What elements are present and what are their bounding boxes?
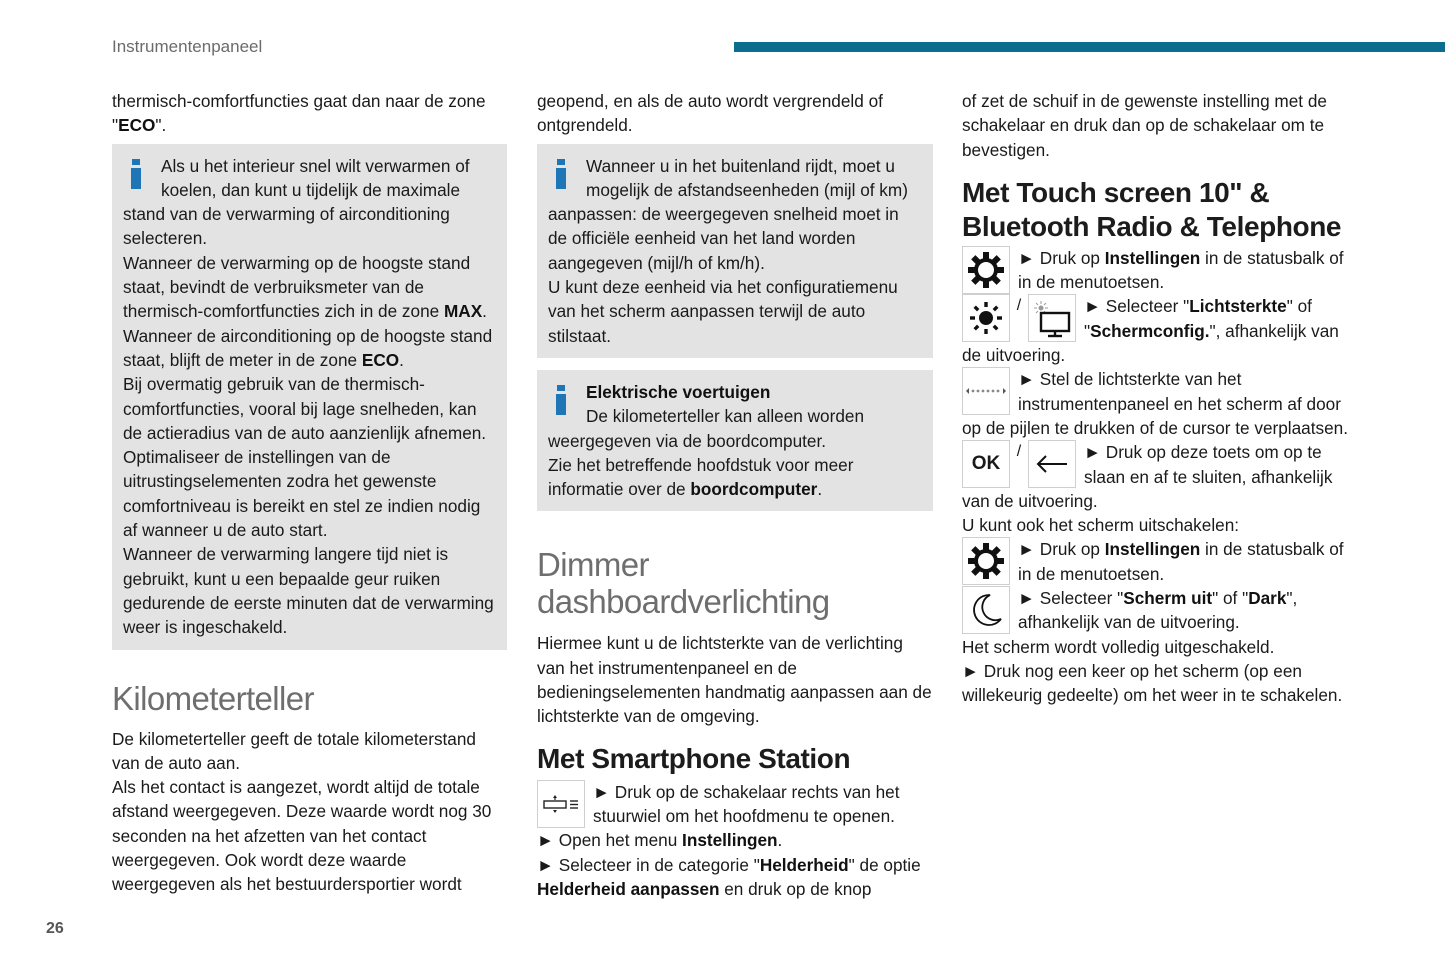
box-paragraph: U kunt deze eenheid via het configuratiemenu van het scherm aanpassen terwijl de auto stilstaat. bbox=[548, 277, 898, 346]
paragraph: Als het contact is aangezet, wordt altijd de totale afstand weergegeven. Deze waarde wordt nog 30 seconden na het afzetten van het contact weergegeven. Ook wordt deze waarde weergegeven als het bestuurdersportier wordt bbox=[112, 777, 492, 895]
subheading-touch-screen: Met Touch screen 10" & Bluetooth Radio & Telephone bbox=[962, 176, 1342, 242]
box-paragraph: Wanneer de airconditioning op de hoogste stand staat, blijft de meter in de zone ECO. bbox=[123, 325, 493, 370]
slash-separator: / bbox=[1016, 443, 1022, 461]
info-box-heating bbox=[112, 144, 507, 650]
intro-text: geopend, en als de auto wordt vergrendeld of ontgrendeld. bbox=[537, 91, 883, 136]
paragraph: Hiermee kunt u de lichtsterkte van de verlichting van het instrumentenpaneel en de bedieningselementen handmatig aanpassen aan de lichtsterkte van de omgeving. bbox=[537, 633, 932, 727]
step-text: de uitvoering. bbox=[962, 345, 1066, 366]
intro-text: of zet de schuif in de gewenste instelling met de schakelaar en druk dan op de schakelaar om te bevestigen. bbox=[962, 91, 1327, 160]
box-paragraph: Wanneer de verwarming op de hoogste stand staat, bevindt de verbruiksmeter van de thermisch-comfortfuncties zich in de zone MAX. bbox=[123, 252, 487, 322]
section-heading-dimmer: Dimmer dashboardverlichting bbox=[537, 546, 830, 621]
brightness-icon bbox=[962, 294, 1010, 342]
moon-icon bbox=[962, 586, 1010, 634]
step-text: van de uitvoering. bbox=[962, 490, 1098, 511]
screen-config-icon bbox=[1028, 294, 1076, 342]
box-line: Wanneer u in het buitenland rijdt, moet u bbox=[586, 155, 895, 176]
box-line: koelen, dan kunt u tijdelijk de maximale bbox=[161, 179, 461, 200]
box-paragraph: Zie het betreffende hoofdstuk voor meer informatie over de boordcomputer. bbox=[548, 454, 854, 500]
step-text: ► Selecteer "Lichtsterkte" of "Schermconfig.", afhankelijk van bbox=[1084, 296, 1339, 341]
column-2 bbox=[537, 89, 933, 901]
step-row bbox=[962, 294, 1352, 343]
step-text: U kunt ook het scherm uitschakelen: bbox=[962, 515, 1240, 536]
step-row bbox=[962, 440, 1352, 489]
steering-switch-icon bbox=[537, 780, 585, 828]
box-line: De kilometerteller kan alleen worden bbox=[586, 406, 865, 427]
step-text: ► Druk op Instellingen in de statusbalk of in de menutoetsen. bbox=[1018, 539, 1344, 584]
info-icon bbox=[131, 159, 141, 189]
step-text: ► Open het menu Instellingen. bbox=[537, 830, 783, 851]
info-icon bbox=[556, 159, 566, 189]
step-text: op de pijlen te drukken of de cursor te verplaatsen. bbox=[962, 417, 1348, 438]
step-row bbox=[962, 586, 1352, 635]
step-row bbox=[962, 537, 1352, 586]
page-number: 26 bbox=[46, 920, 64, 937]
slider-dots-icon bbox=[962, 367, 1010, 415]
section-heading-kilometerteller: Kilometerteller bbox=[112, 679, 314, 717]
column-3 bbox=[962, 89, 1352, 708]
box-paragraph: Bij overmatig gebruik van de thermisch-comfortfuncties, vooral bij lage snelheden, kan de actieradius van de auto aanzienlijk afnemen. bbox=[123, 374, 487, 443]
paragraph: De kilometerteller geeft de totale kilometerstand van de auto aan. bbox=[112, 728, 476, 773]
column-1 bbox=[112, 89, 507, 897]
step-text: ► Selecteer in de categorie "Helderheid" de optie Helderheid aanpassen en druk op de knop bbox=[537, 854, 921, 899]
step-text: ► Druk op de schakelaar rechts van het stuurwiel om het hoofdmenu te openen. bbox=[593, 781, 900, 826]
header-accent-bar bbox=[734, 42, 1445, 52]
step-text: ► Druk op deze toets om op te slaan en af te sluiten, afhankelijk bbox=[1084, 442, 1333, 487]
back-arrow-icon bbox=[1028, 440, 1076, 488]
box-paragraph: weergegeven via de boordcomputer. bbox=[548, 430, 827, 451]
info-icon bbox=[556, 385, 566, 415]
box-paragraph: Optimaliseer de instellingen van de uitrustingselementen zodra het gewenste comfortniveau is bereikt en stel ze indien nodig af wanneer u de auto start. bbox=[123, 447, 481, 541]
ok-button-icon: OK bbox=[962, 440, 1010, 488]
gear-icon bbox=[962, 537, 1010, 585]
info-box-units bbox=[537, 144, 933, 358]
slash-separator: / bbox=[1016, 297, 1022, 315]
box-line: Als u het interieur snel wilt verwarmen of bbox=[161, 155, 470, 176]
box-paragraph: aanpassen: de weergegeven snelheid moet in de officiële eenheid van het land worden aangegeven (mijl/h of km/h). bbox=[548, 204, 899, 273]
subheading-smartphone-station: Met Smartphone Station bbox=[537, 742, 851, 774]
running-header: Instrumentenpaneel bbox=[112, 37, 263, 56]
step-row bbox=[962, 246, 1352, 295]
step-text: ► Stel de lichtsterkte van het instrumentenpaneel en het scherm af door bbox=[1018, 369, 1341, 414]
step-row bbox=[537, 780, 933, 829]
step-text: ► Selecteer "Scherm uit" of "Dark", afhankelijk van de uitvoering. bbox=[1018, 588, 1298, 633]
step-text: ► Druk op Instellingen in de statusbalk of in de menutoetsen. bbox=[1018, 247, 1344, 293]
step-text: Het scherm wordt volledig uitgeschakeld. bbox=[962, 636, 1275, 657]
box-paragraph: stand van de verwarming of airconditioning selecteren. bbox=[123, 204, 450, 249]
box-paragraph: Wanneer de verwarming langere tijd niet is gebruikt, kunt u een bepaalde geur ruiken gedurende de eerste minuten dat de verwarming weer is ingeschakeld. bbox=[123, 544, 494, 638]
info-box-electric bbox=[537, 370, 933, 511]
gear-icon bbox=[962, 246, 1010, 294]
step-text: ► Druk nog een keer op het scherm (op een willekeurig gedeelte) om het weer in te schakelen. bbox=[962, 660, 1343, 706]
step-row bbox=[962, 367, 1352, 416]
box-line: mogelijk de afstandseenheden (mijl of km) bbox=[586, 179, 908, 200]
box-title: Elektrische voertuigen bbox=[586, 381, 771, 402]
intro-text: thermisch-comfortfuncties gaat dan naar de zone "ECO". bbox=[112, 91, 486, 136]
